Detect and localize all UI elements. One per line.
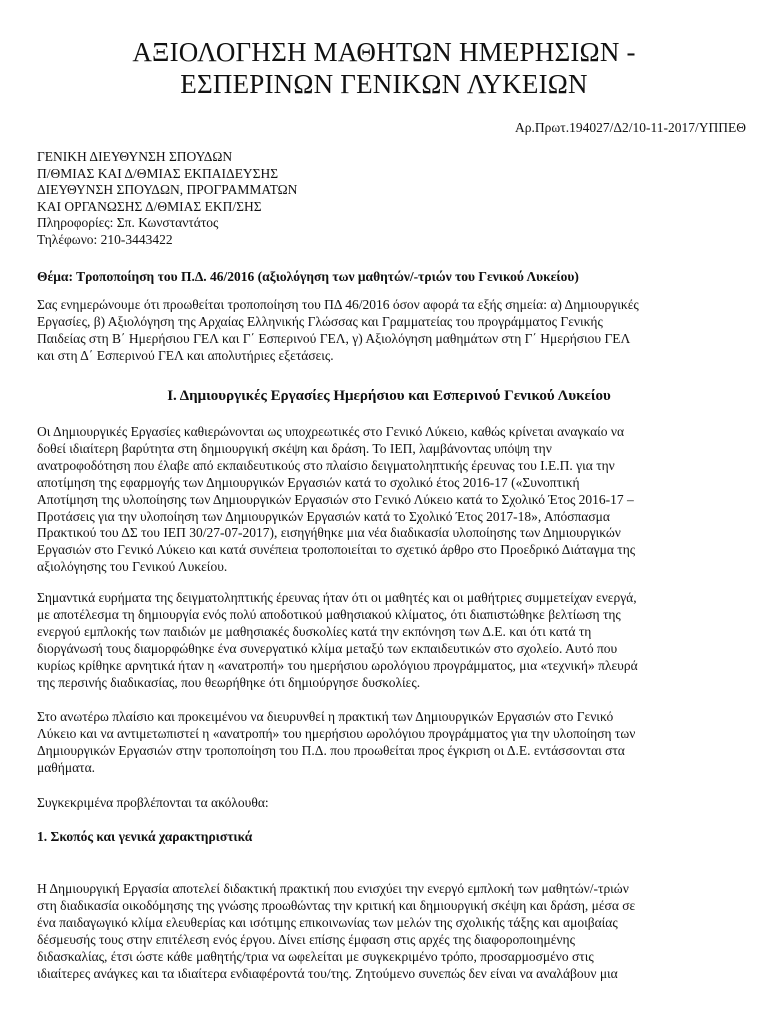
text-line: Εργασίες, β) Αξιολόγηση της Αρχαίας Ελληνικής Γλώσσας και Γραμματείας του προγράμματος Γενικής xyxy=(37,313,603,329)
text-line: διδασκαλίας, έτσι ώστε κάθε μαθητής/τρια να ωφελείται με συγκεκριμένο τρόπο, προσαρμοσμένο στις xyxy=(37,948,594,964)
text-line: της περσινής διαδικασίας, που θεωρήθηκε ότι δημιούργησε δυσκολίες. xyxy=(37,674,421,690)
text-line: κυρίως κρίθηκε αρνητικά ήταν η «ανατροπή» του ημερήσιου ωρολόγιου προγράμματος, μια «τεχνική» πλευρά xyxy=(37,657,638,673)
sender-line: Πληροφορίες: Σπ. Κωνσταντάτος xyxy=(37,215,219,230)
text-line: Δημιουργικών Εργασιών στην τροποποίηση του Π.Δ. που προωθείται προς έγκριση οι Δ.Ε. εντάσσονται στα xyxy=(37,742,625,758)
paragraph-3 xyxy=(37,709,741,777)
text-line: Στο ανωτέρω πλαίσιο και προκειμένου να διευρυνθεί η πρακτική των Δημιουργικών Εργασιών στο Γενικό xyxy=(37,709,614,724)
text-line: Εργασιών στο Γενικό Λύκειο και κατά συνέπεια τροποποιείται το σχετικό άρθρο στο Προεδρικό Διάταγμα της xyxy=(37,542,636,558)
section-heading: Ι. Δημιουργικές Εργασίες Ημερήσιου και Εσπερινού Γενικού Λυκείου xyxy=(167,388,611,404)
sender-line: ΓΕΝΙΚΗ ΔΙΕΥΘΥΝΣΗ ΣΠΟΥΔΩΝ xyxy=(37,149,233,164)
paragraph-5 xyxy=(37,881,741,982)
text-line: Πρακτικού του ΔΣ του ΙΕΠ 30/27-07-2017), εισηγήθηκε μια νέα διαδικασία υλοποίησης των Δημιουργικών xyxy=(37,525,621,541)
text-line: Συγκεκριμένα προβλέπονται τα ακόλουθα: xyxy=(37,795,269,810)
sender-line: Π/ΘΜΙΑΣ ΚΑΙ Δ/ΘΜΙΑΣ ΕΚΠΑΙΔΕΥΣΗΣ xyxy=(37,165,279,181)
document-title xyxy=(20,36,748,100)
text-line: δοθεί ιδιαίτερη βαρύτητα στη δημιουργική σκέψη και δράση. Το ΙΕΠ, λαμβάνοντας υπόψη την xyxy=(37,440,552,456)
sender-line: ΔΙΕΥΘΥΝΣΗ ΣΠΟΥΔΩΝ, ΠΡΟΓΡΑΜΜΑΤΩΝ xyxy=(37,182,298,197)
text-line: και στη Δ΄ Εσπερινού ΓΕΛ και απολυτήριες εξετάσεις. xyxy=(37,347,334,363)
subject-line: Θέμα: Τροποποίηση του Π.Δ. 46/2016 (αξιολόγηση των μαθητών/-τριών του Γενικού Λυκείου) xyxy=(37,269,579,284)
text-line: ανατροφοδότηση που έλαβε από εκπαιδευτικούς στο πλαίσιο δειγματοληπτικής έρευνας του Ι.Ε.Π. για την xyxy=(37,457,615,473)
text-line: Αποτίμηση της υλοποίησης των Δημιουργικών Εργασιών στο Γενικό Λύκειο κατά το Σχολικό Έτος 2016-17 – xyxy=(37,491,634,507)
text-line: Σημαντικά ευρήματα της δειγματοληπτικής έρευνας ήταν ότι οι μαθητές και οι μαθήτριες συμμετείχαν ενεργά, xyxy=(37,590,637,605)
text-line: Λύκειο και να αντιμετωπιστεί η «ανατροπή» του ημερήσιου ωρολόγιου προγράμματος για την υλοποίηση των xyxy=(37,725,636,741)
paragraph-2 xyxy=(37,590,741,691)
paragraph-4 xyxy=(37,795,741,812)
text-line: αξιολόγησης του Γενικού Λυκείου. xyxy=(37,559,228,575)
protocol-number: Αρ.Πρωτ.194027/Δ2/10-11-2017/ΥΠΠΕΘ xyxy=(515,120,746,135)
text-line: δέσμευσής τους στην επιτέλεση ενός έργου. Δίνει επίσης έμφαση στις αρχές της διαφοροποιημένης xyxy=(37,931,575,947)
text-line: Οι Δημιουργικές Εργασίες καθιερώνονται ως υποχρεωτικές στο Γενικό Λύκειο, καθώς κρίνεται αναγκαίο να xyxy=(37,424,625,439)
paragraph-1 xyxy=(37,424,741,576)
text-line: Παιδείας στη Β΄ Ημερήσιου ΓΕΛ και Γ΄ Εσπερινού ΓΕΛ, γ) Αξιολόγηση μαθημάτων στη Γ΄ Ημερήσιου ΓΕΛ xyxy=(37,330,631,346)
text-line: ιδιαίτερες ανάγκες και τα ιδιαίτερα ενδιαφέροντά του/της. Ζητούμενο συνεπώς δεν είναι να αναλάβουν μια xyxy=(37,965,618,981)
text-line: μαθήματα. xyxy=(37,759,96,775)
sender-line: Τηλέφωνο: 210-3443422 xyxy=(37,231,173,247)
text-line: αποτίμηση της εφαρμογής των Δημιουργικών Εργασιών κατά το σχολικό έτος 2016-17 («Συνοπτική xyxy=(37,474,580,490)
text-line: στη διαδικασία οικοδόμησης της γνώσης προωθώντας την κριτική και δημιουργική σκέψη και δράση, μέσα σε xyxy=(37,897,636,913)
text-line: Σας ενημερώνουμε ότι προωθείται τροποποίηση του ΠΔ 46/2016 όσον αφορά τα εξής σημεία: α) Δημιουργικές xyxy=(37,297,639,312)
text-line: Η Δημιουργική Εργασία αποτελεί διδακτική πρακτική που ενισχύει την ενεργό εμπλοκή των μαθητών/-τριών xyxy=(37,881,629,896)
text-line: ένα παιδαγωγικό κλίμα ελευθερίας και ισότιμης επικοινωνίας των μελών της σχολικής τάξης και αμοιβαίας xyxy=(37,914,618,930)
text-line: διοργάνωσή τους διαμορφώθηκε ένα συνεργατικό κλίμα μεταξύ των εκπαιδευτικών στο σχολείο. Αυτό που xyxy=(37,640,618,656)
text-line: με αποτέλεσμα τη δημιουργία ενός πολύ αποδοτικού μαθησιακού κλίματος, ότι διαπιστώθηκε βελτίωση της xyxy=(37,606,621,622)
text-line: 1. Σκοπός και γενικά χαρακτηριστικά xyxy=(37,829,253,844)
title-line: ΕΣΠΕΡΙΝΩΝ ΓΕΝΙΚΩΝ ΛΥΚΕΙΩΝ xyxy=(180,69,588,99)
subsection-heading xyxy=(37,829,741,846)
text-line: ενεργού εμπλοκής των παιδιών με μαθησιακές δυσκολίες κατά την εκπόνηση των Δ.Ε. και ότι κατά τη xyxy=(37,623,592,639)
title-line: ΑΞΙΟΛΟΓΗΣΗ ΜΑΘΗΤΩΝ ΗΜΕΡΗΣΙΩΝ - xyxy=(132,37,636,67)
intro-paragraph xyxy=(37,297,741,365)
sender-block xyxy=(37,149,597,248)
sender-line: ΚΑΙ ΟΡΓΑΝΩΣΗΣ Δ/ΘΜΙΑΣ ΕΚΠ/ΣΗΣ xyxy=(37,198,262,214)
text-line: Προτάσεις για την υλοποίηση των Δημιουργικών Εργασιών κατά το Σχολικό Έτος 2017-18», Απόσπασμα xyxy=(37,508,610,524)
